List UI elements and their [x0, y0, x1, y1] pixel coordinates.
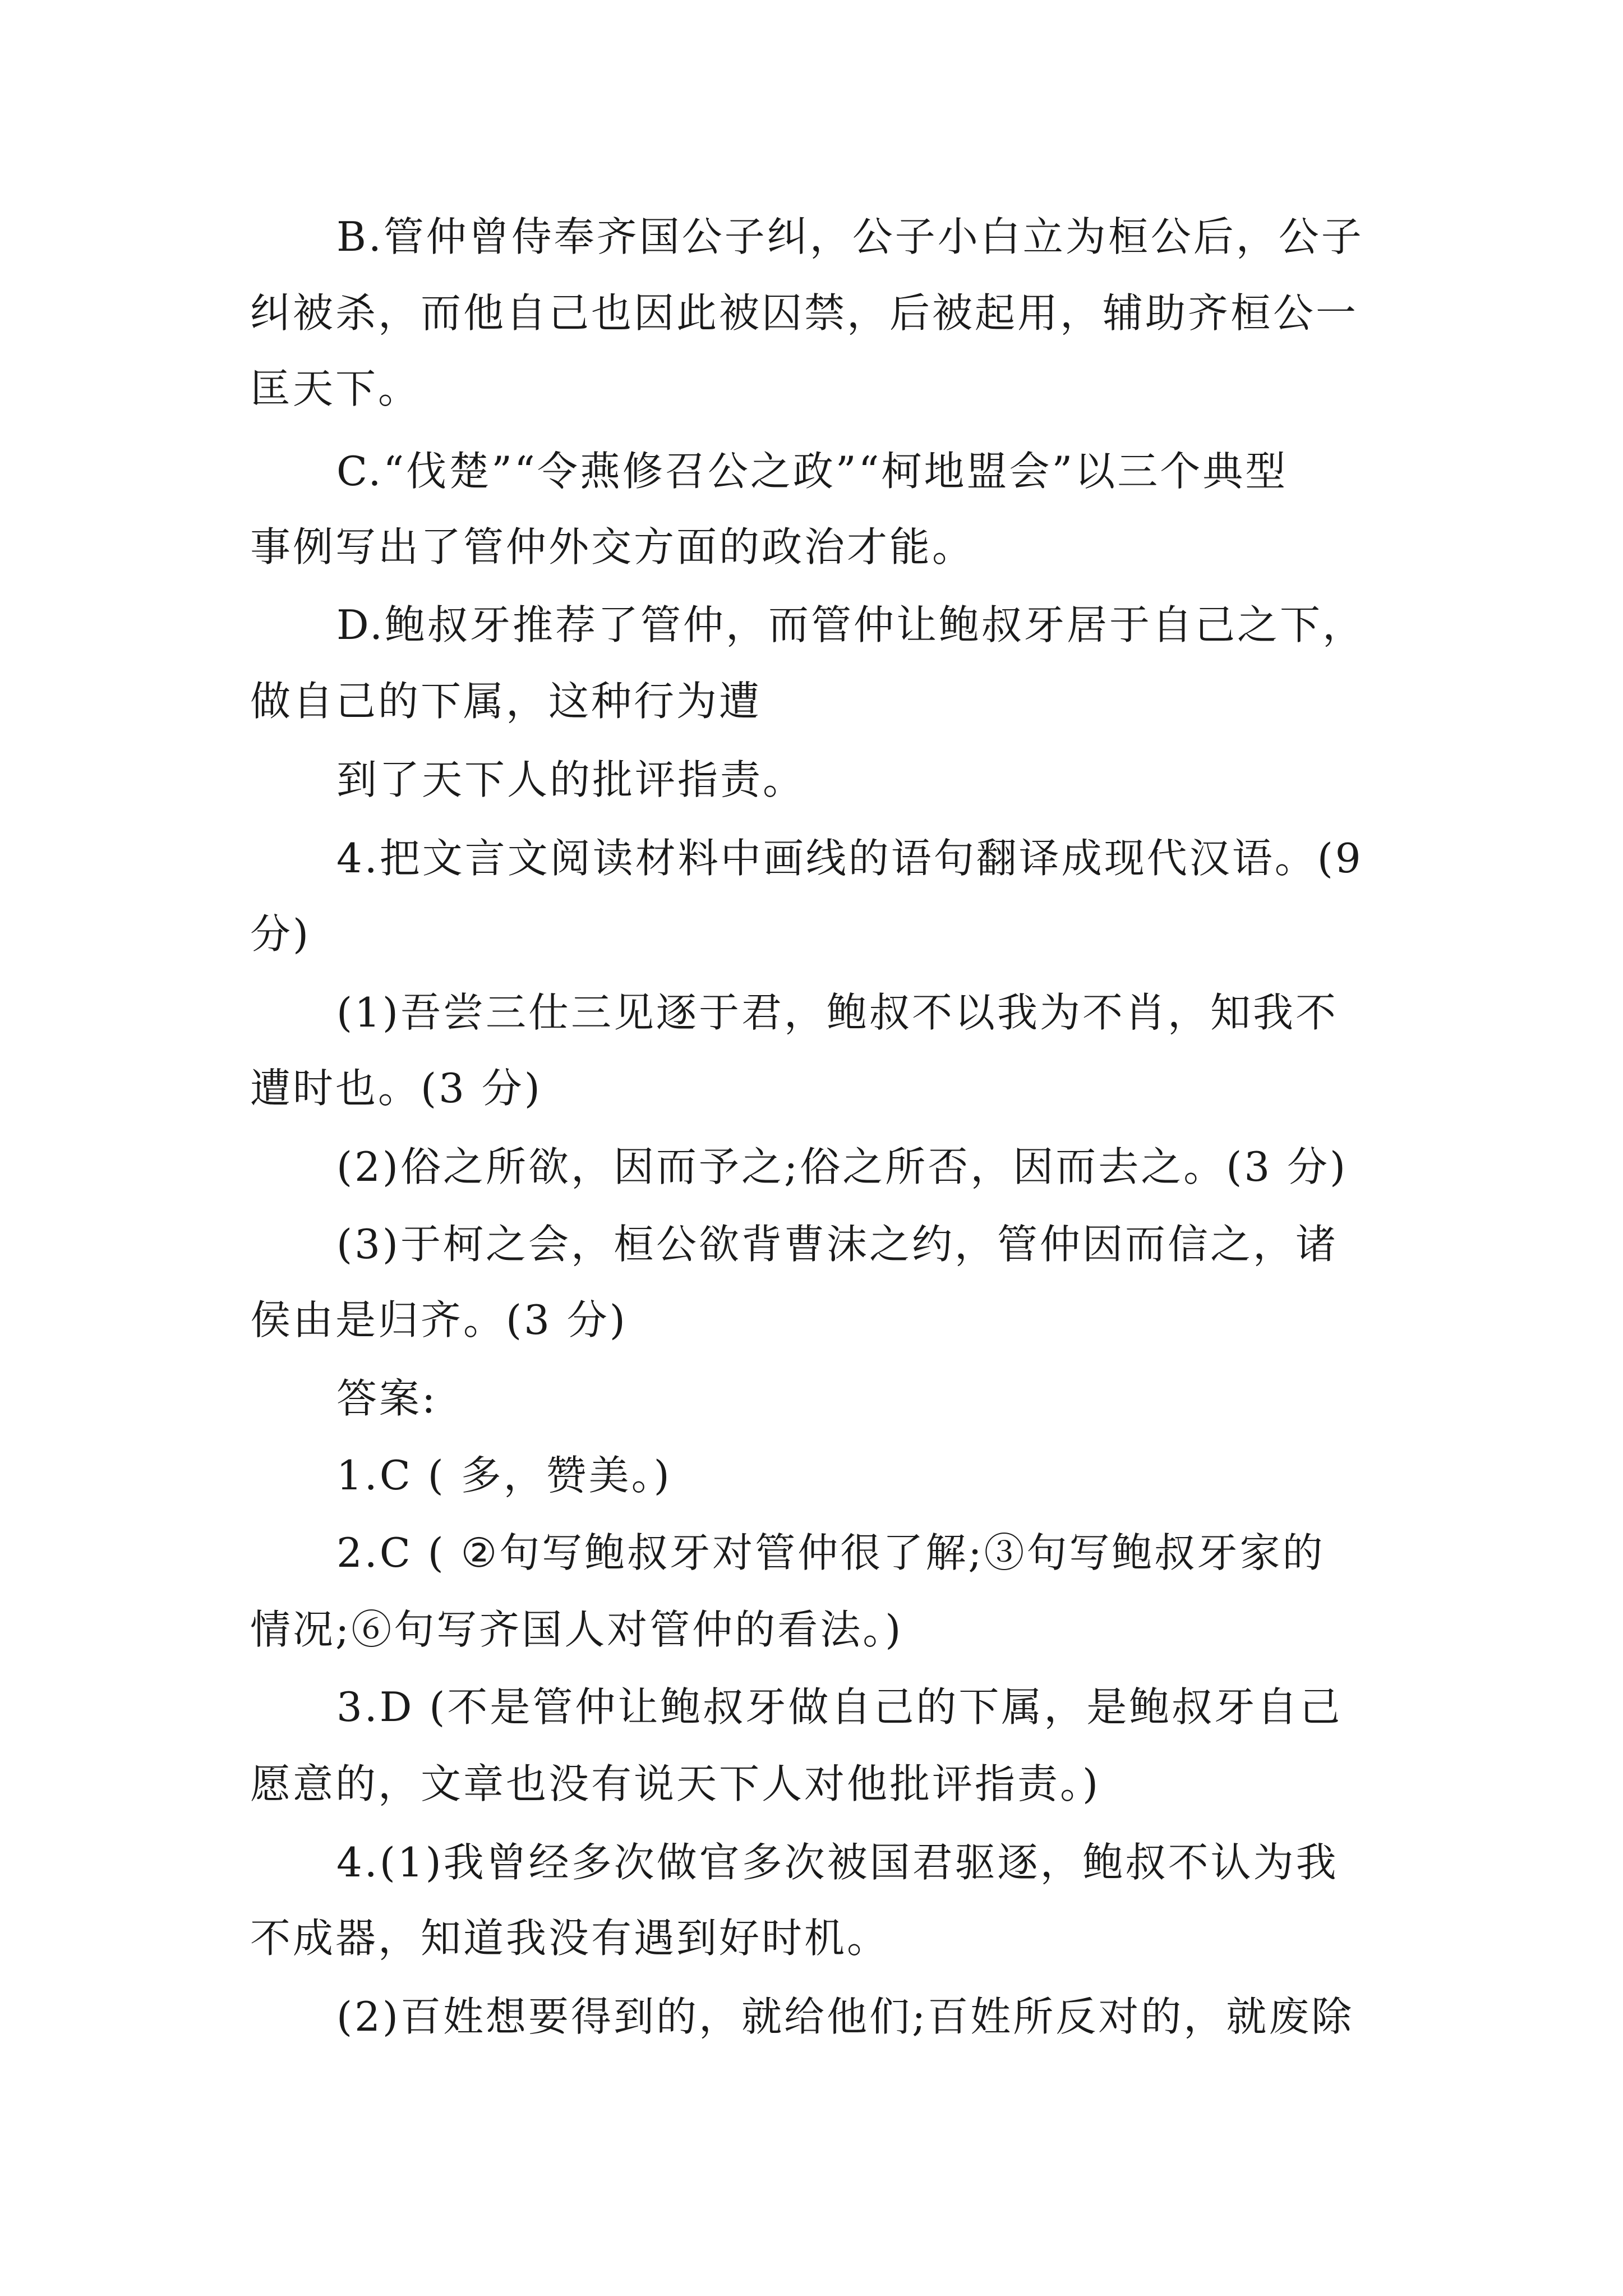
text-line: 事例写出了管仲外交方面的政治才能。: [250, 523, 975, 570]
text-line: 分): [250, 910, 311, 958]
text-line: 3.D (不是管仲让鲍叔牙做自己的下属，是鲍叔牙自己: [336, 1683, 1343, 1731]
text-line: 到了天下人的批评指责。: [336, 756, 806, 803]
text-line: (2)百姓想要得到的，就给他们;百姓所反对的，就废除: [336, 1993, 1354, 2040]
text-line: 2.C ( ②句写鲍叔牙对管仲很了解;③句写鲍叔牙家的: [336, 1529, 1325, 1576]
text-line: 愿意的，文章也没有说天下人对他批评指责。): [250, 1760, 1101, 1807]
text-line: D.鲍叔牙推荐了管仲，而管仲让鲍叔牙居于自己之下，: [336, 601, 1366, 648]
text-line: (2)俗之所欲，因而予之;俗之所否，因而去之。(3 分): [336, 1143, 1348, 1190]
text-line: 侯由是归齐。(3 分): [250, 1296, 628, 1343]
text-line: 4.把文言文阅读材料中画线的语句翻译成现代汉语。(9: [336, 835, 1363, 882]
text-line: B.管仲曾侍奉齐国公子纠，公子小白立为桓公后，公子: [336, 213, 1364, 260]
text-line: 匡天下。: [250, 365, 421, 412]
text-line: (1)吾尝三仕三见逐于君，鲍叔不以我为不肖，知我不: [336, 989, 1338, 1036]
text-line: 做自己的下属，这种行为遭: [250, 678, 762, 725]
text-line: 1.C ( 多，赞美。): [336, 1452, 672, 1499]
text-line: 不成器，知道我没有遇到好时机。: [250, 1915, 890, 1962]
text-line: 答案:: [336, 1375, 438, 1422]
text-line: 4.(1)我曾经多次做官多次被国君驱逐，鲍叔不认为我: [336, 1839, 1339, 1886]
text-line: 情况;⑥句写齐国人对管仲的看法。): [250, 1606, 903, 1653]
text-line: (3)于柯之会，桓公欲背曹沫之约，管仲因而信之，诸: [336, 1221, 1338, 1268]
text-line: 遭时也。(3 分): [250, 1065, 542, 1112]
text-line: 纠被杀，而他自己也因此被囚禁，后被起用，辅助齐桓公一: [250, 289, 1359, 337]
text-line: C.“伐楚”“令燕修召公之政”“柯地盟会”以三个典型: [336, 448, 1288, 495]
